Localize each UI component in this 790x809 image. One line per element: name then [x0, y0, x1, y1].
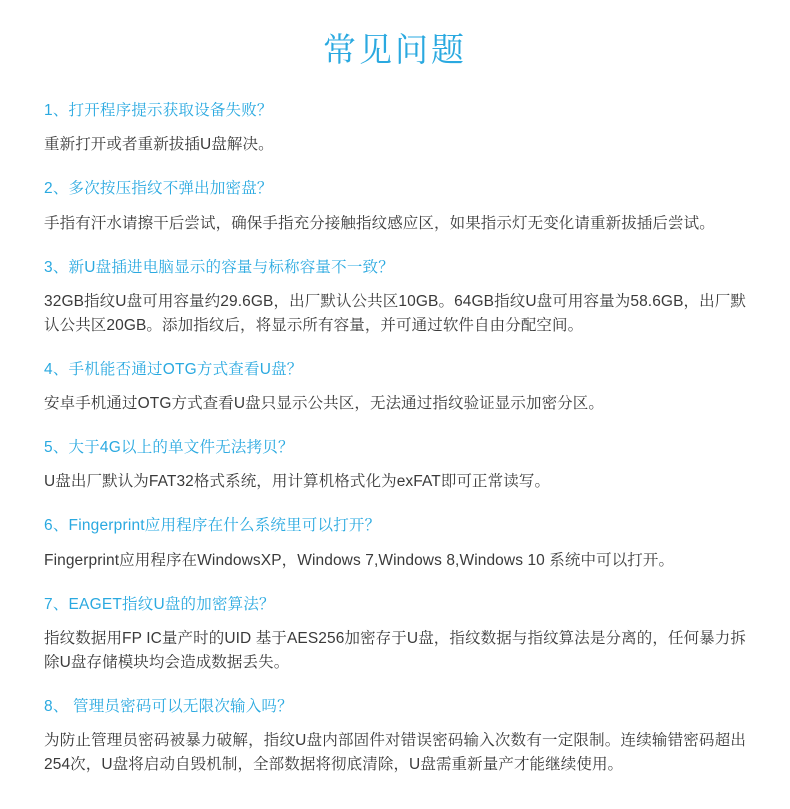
page-title: 常见问题: [323, 31, 467, 68]
faq-question: 5、大于4G以上的单文件无法拷贝？: [44, 439, 294, 457]
faq-question: 8、 管理员密码可以无限次输入吗？: [44, 697, 293, 715]
faq-question: 1、打开程序提示获取设备失败？: [44, 102, 273, 119]
faq-item: [44, 242, 746, 344]
faq-item: [44, 681, 746, 783]
faq-item: [44, 500, 746, 578]
faq-answer: 安卓手机通过OTG方式查看U盘只显示公共区，无法通过指纹验证显示加密分区。: [44, 395, 604, 413]
faq-answer: U盘出厂默认为FAT32格式系统，用计算机格式化为exFAT即可正常读写。: [44, 473, 551, 491]
faq-answer: 重新打开或者重新拔插U盘解决。: [44, 136, 274, 154]
faq-item: [44, 163, 746, 241]
faq-item: [44, 579, 746, 681]
faq-question: 4、手机能否通过OTG方式查看U盘？: [44, 360, 303, 378]
faq-list: [44, 81, 746, 783]
faq-answer: 为防止管理员密码被暴力破解，指纹U盘内部固件对错误密码输入次数有一定限制。连续输错密码超出254次，U盘将启动自毁机制，全部数据将彻底清除，U盘需重新量产才能继续使用。: [44, 732, 746, 774]
faq-answer: Fingerprint应用程序在WindowsXP，Windows 7,Windows 8,Windows 10 系统中可以打开。: [44, 551, 675, 569]
faq-item: [44, 81, 746, 163]
faq-answer: 32GB指纹U盘可用容量约29.6GB，出厂默认公共区10GB。64GB指纹U盘可用容量为58.6GB，出厂默认公共区20GB。添加指纹后，将显示所有容量，并可通过软件自由分配空间。: [44, 292, 746, 334]
faq-item: [44, 344, 746, 422]
faq-question: 6、Fingerprint应用程序在什么系统里可以打开？: [44, 517, 381, 535]
faq-question: 3、新U盘插进电脑显示的容量与标称容量不一致？: [44, 258, 394, 276]
faq-answer: 手指有汗水请擦干后尝试，确保手指充分接触指纹感应区，如果指示灯无变化请重新拔插后尝试。: [44, 214, 715, 232]
faq-question: 7、EAGET指纹U盘的加密算法？: [44, 595, 275, 613]
faq-answer: 指纹数据用FP IC量产时的UID 基于AES256加密存于U盘，指纹数据与指纹算法是分离的，任何暴力拆除U盘存储模块均会造成数据丢失。: [44, 629, 746, 671]
faq-item: [44, 422, 746, 500]
faq-question: 2、多次按压指纹不弹出加密盘？: [44, 180, 273, 198]
